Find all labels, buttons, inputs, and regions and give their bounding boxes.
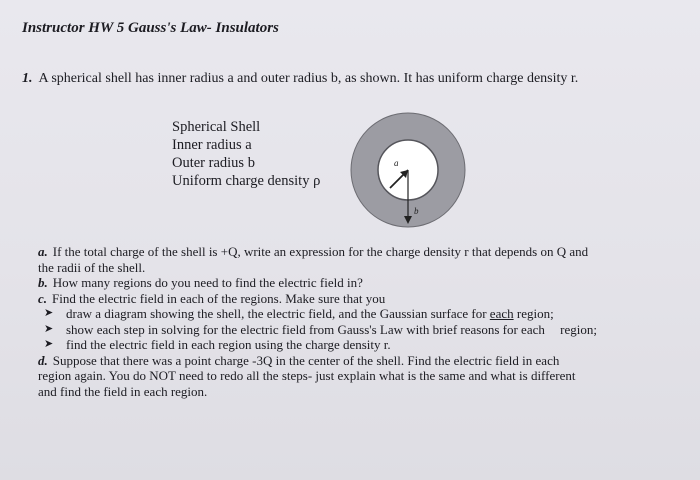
- description-line-3: Outer radius b: [172, 155, 255, 171]
- shell-description: [172, 118, 320, 190]
- bullet-1-emphasis: each: [489, 306, 514, 321]
- page-title: Instructor HW 5 Gauss's Law- Insulators: [22, 20, 279, 36]
- bullet-1-text-end: region;: [513, 306, 554, 321]
- question-d: [38, 353, 668, 400]
- question-d-text-cont: region again. You do NOT need to redo all the steps- just explain what is the same and what is different: [38, 368, 576, 383]
- arrow-bullet-icon: ➤: [44, 307, 54, 319]
- outer-radius-label: b: [414, 206, 419, 216]
- question-c-text: Find the electric field in each of the regions. Make sure that you: [52, 290, 386, 306]
- problem-statement: [22, 71, 578, 87]
- question-a-label: a.: [38, 244, 48, 259]
- bullet-2-text: show each step in solving for the electric field from Gauss's Law with brief reasons for each: [66, 321, 545, 337]
- question-c-bullet-1: [38, 306, 668, 322]
- question-a-text-cont: the radii of the shell.: [38, 259, 146, 275]
- question-a: [38, 244, 668, 275]
- problem-number: 1.: [22, 71, 33, 86]
- bullet-1-text: draw a diagram showing the shell, the electric field, and the Gaussian surface for: [66, 306, 490, 321]
- question-c: [38, 291, 668, 307]
- question-list: [38, 244, 668, 399]
- question-a-text: If the total charge of the shell is +Q, write an expression for the charge density r that depends on Q and: [52, 244, 589, 259]
- question-c-label: c.: [38, 290, 48, 306]
- question-b: [38, 275, 668, 291]
- bullet-2-text-cont: region;: [560, 321, 597, 337]
- problem-text: A spherical shell has inner radius a and outer radius b, as shown. It has uniform charge density r.: [38, 71, 579, 86]
- question-c-bullet-3: [38, 337, 668, 353]
- description-line-1: Spherical Shell: [172, 119, 261, 135]
- question-d-label: d.: [38, 352, 48, 368]
- question-b-text: How many regions do you need to find the electric field in?: [52, 275, 363, 290]
- arrow-bullet-icon: ➤: [44, 322, 54, 335]
- question-c-bullet-2: [38, 322, 668, 338]
- question-d-text-cont-2: and find the field in each region.: [38, 383, 208, 399]
- description-line-2: Inner radius a: [172, 137, 252, 153]
- question-b-label: b.: [38, 275, 48, 290]
- question-d-text: Suppose that there was a point charge -3Q in the center of the shell. Find the electric field in each: [52, 352, 560, 368]
- description-line-4: Uniform charge density ρ: [172, 173, 321, 189]
- bullet-3-text: find the electric field in each region using the charge density r.: [66, 337, 391, 352]
- inner-radius-label: a: [394, 158, 399, 168]
- spherical-shell-diagram: [342, 112, 474, 228]
- arrow-bullet-icon: ➤: [44, 338, 54, 350]
